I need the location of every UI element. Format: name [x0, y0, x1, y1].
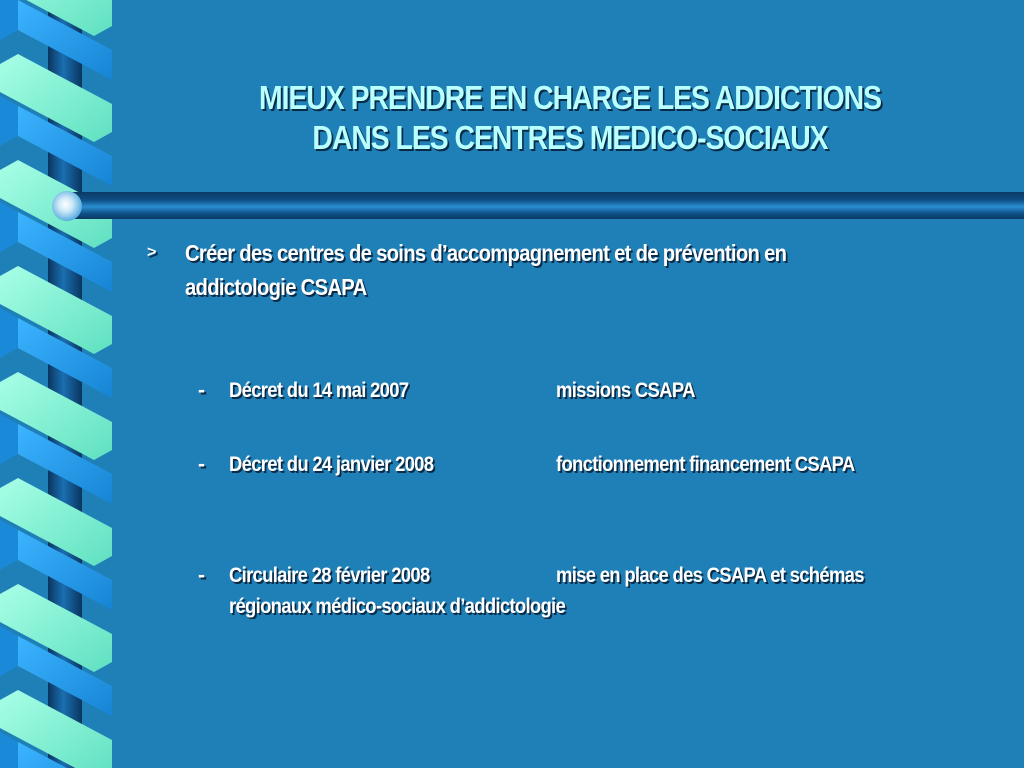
- main-bullet-line-1: Créer des centres de soins d’accompagnement et de prévention en: [185, 240, 787, 266]
- ribbon-edge: [0, 414, 18, 464]
- slide-title: [209, 78, 931, 158]
- item-label: Circulaire 28 février 2008: [229, 564, 430, 587]
- bullet-marker: >: [147, 244, 156, 261]
- ribbon-edge: [0, 308, 18, 358]
- ribbon-edge: [0, 732, 18, 768]
- ribbon-edge: [0, 626, 18, 676]
- item-label: Décret du 24 janvier 2008: [229, 453, 434, 476]
- decorative-ribbon: [0, 0, 112, 768]
- slide-title-line-2: DANS LES CENTRES MEDICO-SOCIAUX: [312, 119, 828, 156]
- item-dash: -: [198, 564, 205, 587]
- horizontal-divider-bar: [66, 192, 1024, 219]
- item-description: fonctionnement financement CSAPA: [556, 453, 855, 476]
- main-bullet-line-2: addictologie CSAPA: [185, 274, 367, 300]
- divider-knob: [52, 191, 82, 221]
- ribbon-edge: [0, 96, 18, 146]
- item-dash: -: [198, 379, 205, 402]
- ribbon-edge: [0, 520, 18, 570]
- item-dash: -: [198, 453, 205, 476]
- item-description: missions CSAPA: [556, 379, 695, 402]
- main-bullet-text: [185, 236, 907, 304]
- item-label: Décret du 14 mai 2007: [229, 379, 409, 402]
- item-continuation: régionaux médico-sociaux d’addictologie: [229, 595, 566, 618]
- ribbon-edge: [0, 0, 18, 40]
- item-description: mise en place des CSAPA et schémas: [556, 564, 864, 587]
- ribbon-edge: [0, 202, 18, 252]
- slide-title-line-1: MIEUX PRENDRE EN CHARGE LES ADDICTIONS: [259, 79, 881, 116]
